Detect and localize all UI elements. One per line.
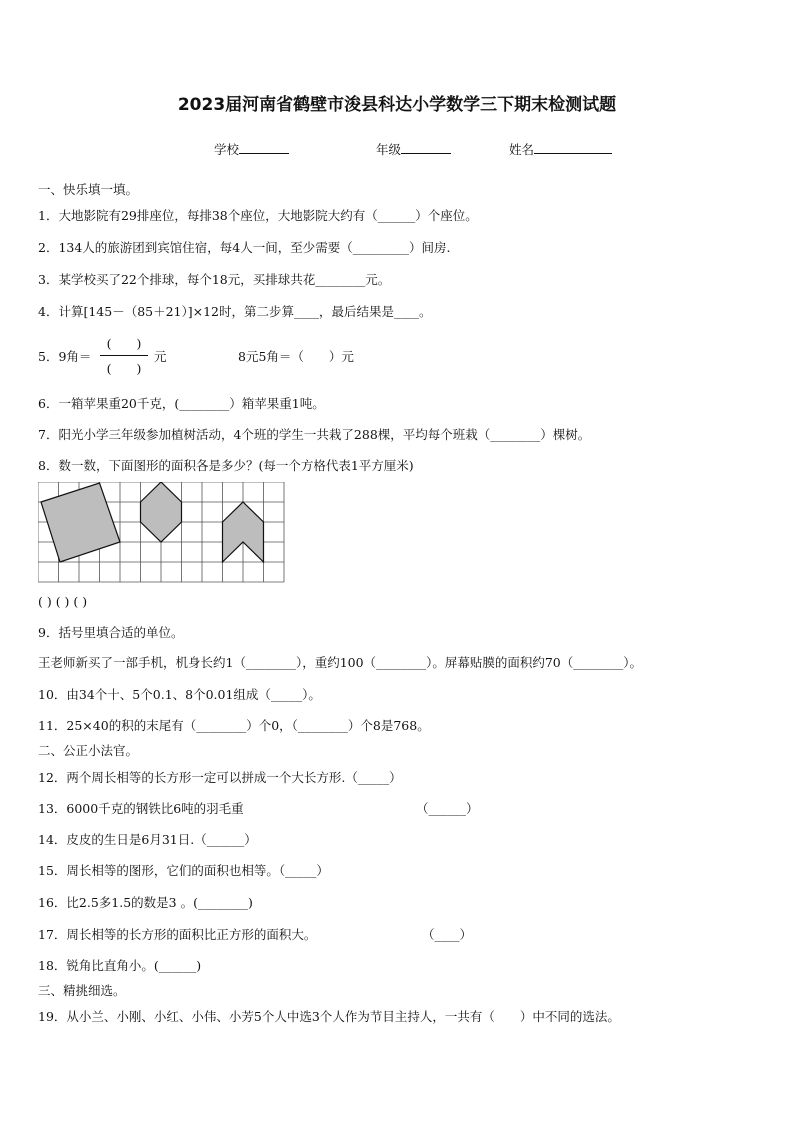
fraction-numerator: ( ) <box>106 336 142 351</box>
question-9-body: 王老师新买了一部手机，机身长约1（________），重约100（________）。屏幕贴膜的面积约70（________）。 <box>38 655 642 670</box>
question-3: 3．某学校买了22个排球，每个18元，买排球共花________元。 <box>38 272 391 287</box>
question-13: 13．6000千克的钢铁比6吨的羽毛重 <box>38 801 244 816</box>
grade-field[interactable] <box>376 140 451 158</box>
section-heading: 一、快乐填一填。 <box>38 182 139 197</box>
question-15: 15．周长相等的图形，它们的面积也相等。（_____） <box>38 863 329 878</box>
area-grid-figure <box>38 482 288 586</box>
tilted-square-shape <box>41 483 120 562</box>
name-field[interactable] <box>509 140 612 158</box>
name-label: 姓名 <box>509 142 535 157</box>
fraction-bar <box>100 355 148 356</box>
question-8-answers: ( ) ( ) ( ) <box>38 594 88 609</box>
page-title: 2023届河南省鹤壁市浚县科达小学数学三下期末检测试题 <box>177 95 617 115</box>
question-12: 12．两个周长相等的长方形一定可以拼成一个大长方形.（_____） <box>38 770 402 785</box>
section-heading: 二、公正小法官。 <box>38 743 139 758</box>
question-17: 17．周长相等的长方形的面积比正方形的面积大。 <box>38 927 317 942</box>
question-9: 9．括号里填合适的单位。 <box>38 625 184 640</box>
diamond-shape <box>141 482 182 542</box>
question-11: 11．25×40的积的末尾有（________）个0，（________）个8是768。 <box>38 718 430 733</box>
question-6: 6．一箱苹果重20千克，(________）箱苹果重1吨。 <box>38 396 325 411</box>
question-2: 2．134人的旅游团到宾馆住宿，每4人一间，至少需要（_________）间房. <box>38 240 451 255</box>
question-8: 8．数一数，下面图形的面积各是多少？(每一个方格代表1平方厘米) <box>38 458 414 473</box>
question-16: 16．比2.5多1.5的数是3 。(________) <box>38 895 253 910</box>
question-17-blank[interactable]: （____） <box>422 927 473 942</box>
question-14: 14．皮皮的生日是6月31日.（______） <box>38 832 257 847</box>
question-10: 10．由34个十、5个0.1、8个0.01组成（_____）。 <box>38 687 321 702</box>
question-1: 1．大地影院有29排座位，每排38个座位，大地影院大约有（______）个座位。 <box>38 208 478 223</box>
school-label: 学校 <box>214 142 240 157</box>
question-4: 4．计算[145－（85＋21）]×12时，第二步算____，最后结果是____。 <box>38 304 432 319</box>
question-19: 19．从小兰、小刚、小红、小伟、小芳5个人中选3个人作为节目主持人，一共有（ ）中不同的选法。 <box>38 1009 620 1024</box>
question-5-unit: 元 <box>154 349 167 364</box>
school-field[interactable] <box>214 140 289 158</box>
question-7: 7．阳光小学三年级参加植树活动，4个班的学生一共栽了288棵，平均每个班栽（________）棵树。 <box>38 427 591 442</box>
question-13-blank[interactable]: （______） <box>416 801 479 816</box>
question-5-prefix: 5．9角＝ <box>38 349 92 364</box>
section-heading: 三、精挑细选。 <box>38 983 126 998</box>
fraction-blank[interactable] <box>100 334 148 377</box>
fraction-denominator: ( ) <box>106 361 142 376</box>
question-5-part-b: 8元5角＝（ ）元 <box>238 349 354 364</box>
grade-label: 年级 <box>376 142 402 157</box>
question-18: 18．锐角比直角小。(______) <box>38 958 202 973</box>
